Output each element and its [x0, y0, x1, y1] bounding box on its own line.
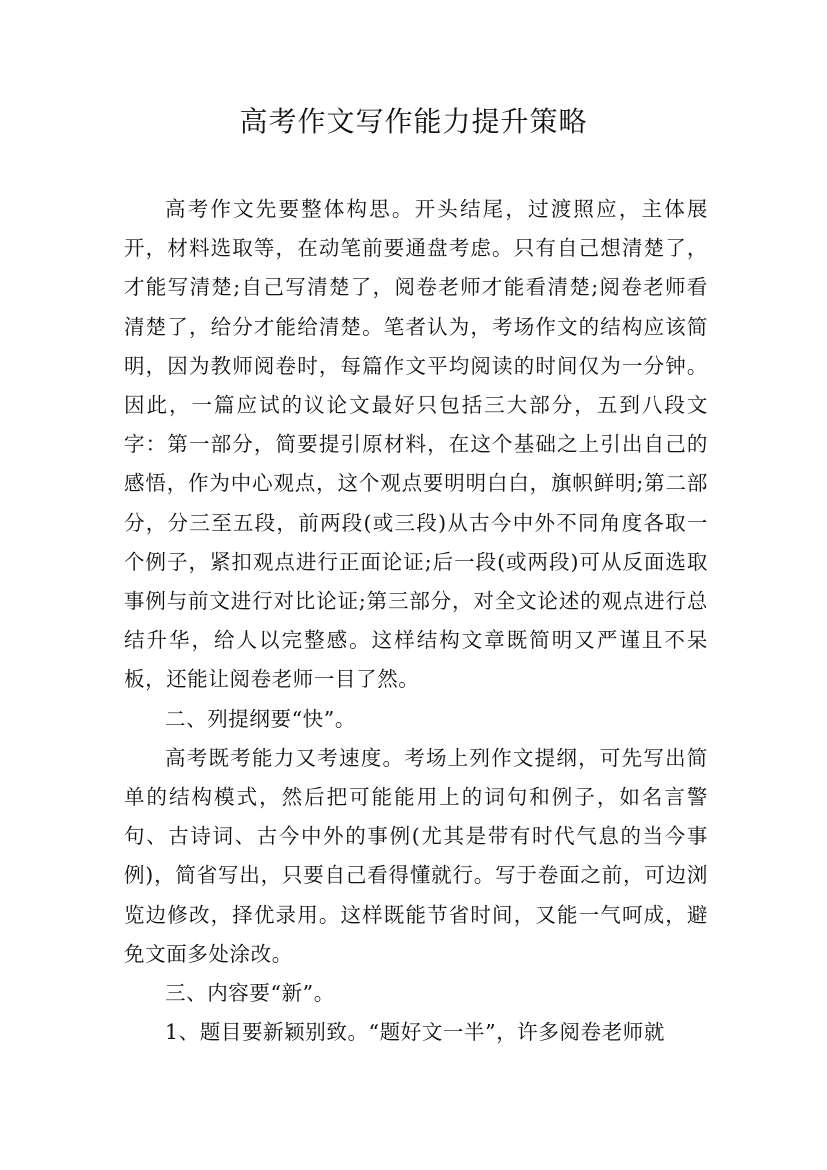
paragraph-outline: 高考既考能力又考速度。考场上列作文提纲，可先写出简单的结构模式，然后把可能能用上的词句和例子，如名言警句、古诗词、古今中外的事例(尤其是带有时代气息的当今事例)，简省写出，只要自己看得懂就行。写于卷面之前，可边浏览边修改，择优录用。这样既能节省时间，又能一气呵成，避免文面多处涂改。: [124, 745, 708, 966]
heading-content: 三、内容要“新”。: [165, 981, 335, 1006]
paragraph-title-tip: 1、题目要新颖别致。“题好文一半”，许多阅卷老师就: [165, 1020, 666, 1045]
document-title: 高考作文写作能力提升策略: [239, 105, 588, 138]
document-body: [124, 190, 708, 1052]
paragraph-structure: 高考作文先要整体构思。开头结尾，过渡照应，主体展开，材料选取等，在动笔前要通盘考虑。只有自己想清楚了，才能写清楚;自己写清楚了，阅卷老师才能看清楚;阅卷老师看清楚了，给分才能给清楚。笔者认为，考场作文的结构应该简明，因为教师阅卷时，每篇作文平均阅读的时间仅为一分钟。因此，一篇应试的议论文最好只包括三大部分，五到八段文字：第一部分，简要提引原材料，在这个基础之上引出自己的感悟，作为中心观点，这个观点要明明白白，旗帜鲜明;第二部分，分三至五段，前两段(或三段)从古今中外不同角度各取一个例子，紧扣观点进行正面论证;后一段(或两段)可从反面选取事例与前文进行对比论证;第三部分，对全文论述的观点进行总结升华，给人以完整感。这样结构文章既简明又严谨且不呆板，还能让阅卷老师一目了然。: [124, 197, 708, 692]
heading-outline: 二、列提纲要“快”。: [165, 706, 356, 731]
